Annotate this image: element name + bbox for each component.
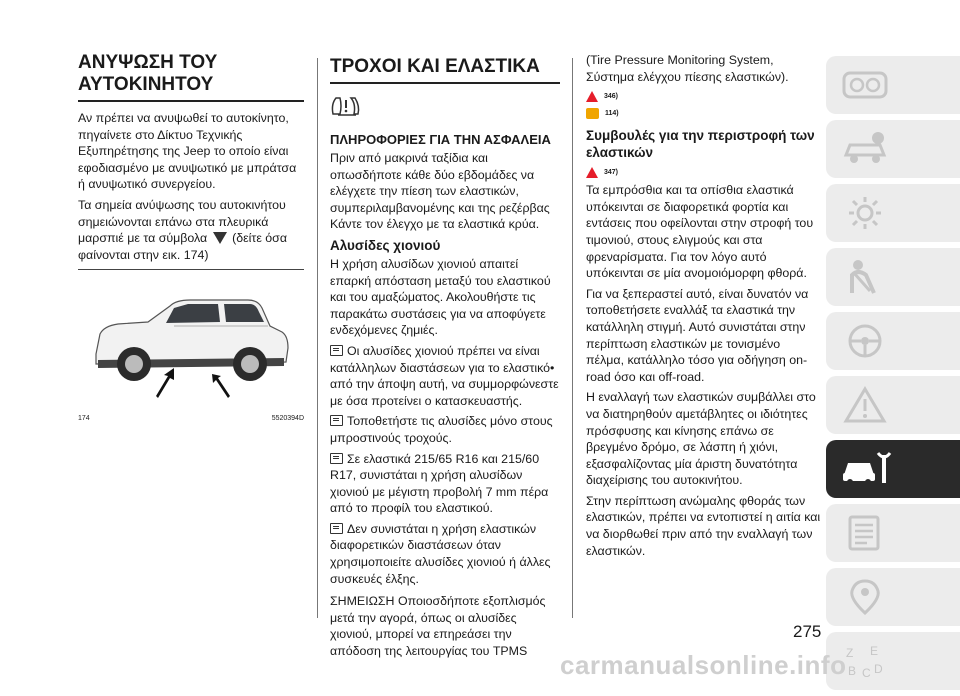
rotation-paragraph-4: Στην περίπτωση ανώμαλης φθοράς των ελαστικών, πρέπει να εντοπιστεί η αιτία και να διορθωθεί πριν από την εναλλαγή των ελαστικών. — [586, 493, 821, 558]
location-icon — [840, 577, 890, 617]
rotation-paragraph-1: Τα εμπρόσθια και τα οπίσθια ελαστικά υπόκεινται σε διαφορετικά φορτία και εντάσεις που οφείλονται στην στροφή του τιμονιού, στους ελιγμούς και στα φρεναρίσματα. Για τον λόγο αυτό υπόκεινται σε μία ανομοιόμορφη φθορά. — [586, 183, 814, 281]
bullet-3 — [330, 451, 560, 517]
document-list-icon — [840, 513, 890, 553]
tab-emergency[interactable] — [826, 376, 960, 434]
warning-triangle-icon — [586, 167, 598, 178]
tab-dashboard[interactable] — [826, 56, 960, 114]
steering-wheel-icon — [840, 321, 890, 361]
note-hand-icon — [586, 108, 599, 119]
tab-technical-data[interactable] — [826, 504, 960, 562]
title-rule — [330, 82, 560, 84]
svg-text:B: B — [848, 664, 857, 678]
bullet-icon — [330, 415, 343, 426]
safety-heading: ΠΛΗΡΟΦΟΡΙΕΣ ΓΙΑ ΤΗΝ ΑΣΦΑΛΕΙΑ — [330, 132, 551, 147]
page-number: 275 — [793, 622, 822, 641]
index-letters-icon — [840, 641, 890, 681]
lift-point-symbol-icon — [213, 232, 227, 244]
rotation-paragraph-3: Η εναλλαγή των ελαστικών συμβάλλει στο να διατηρηθούν αμετάβλητες οι ιδιότητες πρόσφυσης και κίνησης επάνω σε βρεγμένο δρόμο, σε λάσπη ή χιόνι, εξασφαλίζοντας μία άριστη δυνατότητα διαχείρισης του αυτοκινήτου. — [586, 390, 816, 488]
bullet-icon — [330, 453, 343, 464]
note-ref-1-number: 114) — [605, 110, 619, 118]
lifting-paragraph-2-text: Τα σημεία ανύψωσης του αυτοκινήτου σημειώνονται επάνω στα πλευρικά μαρσπιέ με τα σύμβολα — [78, 197, 286, 246]
column-wheels — [330, 52, 560, 664]
jeep-lifting-figure — [78, 276, 304, 406]
bullet-2 — [330, 413, 560, 446]
snow-chains-paragraph: Η χρήση αλυσίδων χιονιού απαιτεί επαρκή απόσταση μεταξύ του ελαστικού και του αμαξώματος. Ακολουθήστε τις παρακάτω συστάσεις για να αποφύγετε ενδεχόμενες ζημιές. — [330, 256, 551, 338]
lifting-paragraph-2-ref: (δείτε όσα φαίνονται στην εικ. 174) — [78, 231, 287, 262]
car-info-icon — [840, 129, 890, 169]
note-paragraph: ΣΗΜΕΙΩΣΗ Οποιοσδήποτε εξοπλισμός μετά την αγορά, όπως οι αλυσίδες χιονιού, μπορεί να επηρεάσει την απόδοση της λειτουργίας του TPMS — [330, 594, 546, 659]
figure-caption — [78, 415, 304, 422]
seatbelt-icon — [840, 257, 890, 297]
lifting-paragraph-2 — [78, 197, 304, 263]
column-lifting — [78, 52, 304, 422]
safety-paragraph: Πριν από μακρινά ταξίδια και οπωσδήποτε κάθε δύο εβδομάδες να ελέγχετε την πίεση των ελαστικών, συμπεριλαμβανομένης και της ρεζέρβας Κάντε τον έλεγχο με τα ελαστικά κρύα. — [330, 151, 550, 232]
bullet-2-text: Τοποθετήστε τις αλυσίδες μόνο στους μπροστινούς τροχούς. — [330, 414, 553, 445]
tab-car-info[interactable] — [826, 120, 960, 178]
warning-ref-1-number: 346) — [604, 93, 619, 101]
section-title-wheels: ΤΡΟΧΟΙ ΚΑΙ ΕΛΑΣΤΙΚΑ — [330, 56, 540, 77]
bullet-3-text: Σε ελαστικά 215/65 R16 και 215/60 R17, συνιστάται η χρήση αλυσίδων χιονιού με μέγιστη προβολή 7 mm πέρα από το προφίλ του ελαστικού. — [330, 451, 549, 516]
warning-triangle-tab-icon — [840, 385, 890, 425]
tab-safety[interactable] — [826, 248, 960, 306]
column-divider — [572, 58, 573, 618]
rotation-heading: Συμβουλές για την περιστροφή των ελαστικών — [586, 128, 815, 161]
tpms-paragraph: (Tire Pressure Monitoring System, Σύστημα ελέγχου πίεσης ελαστικών). — [586, 53, 789, 84]
warning-ref-2-number: 347) — [604, 169, 619, 177]
bullet-1-text: Οι αλυσίδες χιονιού πρέπει να είναι κατάλληλων διαστάσεων για το ελαστικό• από την άποψη αυτή, να συμμορφώνεστε με όσα προτείνει ο κατασκευαστής. — [330, 343, 559, 408]
warning-ref-1 — [586, 91, 821, 102]
section-title-lifting: ΑΝΥΨΩΣΗ ΤΟΥ ΑΥΤΟΚΙΝΗΤΟΥ — [78, 52, 218, 95]
rotation-paragraph-2: Για να ξεπεραστεί αυτό, είναι δυνατόν να τοποθετήσετε εναλλάξ τα ελαστικά την κατάλληλη στιγμή. Αυτό συνιστάται στην περίπτωση ελαστικών με τονισμένο πέλμα, κατάλληλο τόσο για οδήγηση on-road όσο και off-road. — [586, 286, 809, 384]
snow-chains-heading: Αλυσίδες χιονιού — [330, 237, 441, 253]
tire-pressure-icon — [330, 94, 364, 118]
tab-lights[interactable] — [826, 184, 960, 242]
car-wrench-icon — [840, 449, 896, 489]
bullet-icon — [330, 523, 343, 534]
light-icon — [840, 193, 890, 233]
column-rotation — [586, 52, 821, 563]
lifting-paragraph-1: Αν πρέπει να ανυψωθεί το αυτοκίνητο, πηγαίνετε στο Δίκτυο Τεχνικής Εξυπηρέτησης της Jeep το οποίο είναι εφοδιασμένο με ανυψωτικό με μπράτσα ή ανυψωτικό συνεργείου. — [78, 111, 297, 192]
warning-ref-2 — [586, 167, 821, 178]
title-rule — [78, 100, 304, 102]
svg-text:C: C — [862, 666, 871, 680]
note-ref-1 — [586, 108, 821, 119]
chapter-tabs — [826, 56, 960, 696]
watermark: carmanualsonline.info — [560, 650, 847, 680]
tab-multimedia[interactable] — [826, 568, 960, 626]
dashboard-icon — [840, 65, 890, 105]
warning-triangle-icon — [586, 91, 598, 102]
svg-text:D: D — [874, 662, 883, 676]
figure-rule — [78, 269, 304, 270]
svg-text:Z: Z — [846, 646, 854, 660]
bullet-4-text: Δεν συνιστάται η χρήση ελαστικών διαφορετικών διαστάσεων όταν χρησιμοποιείτε αλυσίδες χιονιού ή άλλες συσκευές έλξης. — [330, 521, 551, 586]
svg-text:E: E — [870, 644, 879, 658]
figure-number: 174 — [78, 415, 90, 423]
bullet-1 — [330, 343, 560, 409]
tab-driving[interactable] — [826, 312, 960, 370]
bullet-4 — [330, 521, 560, 587]
column-divider — [317, 58, 318, 618]
tab-maintenance[interactable] — [826, 440, 960, 498]
figure-code: 5520394D — [271, 415, 304, 423]
bullet-icon — [330, 345, 343, 356]
